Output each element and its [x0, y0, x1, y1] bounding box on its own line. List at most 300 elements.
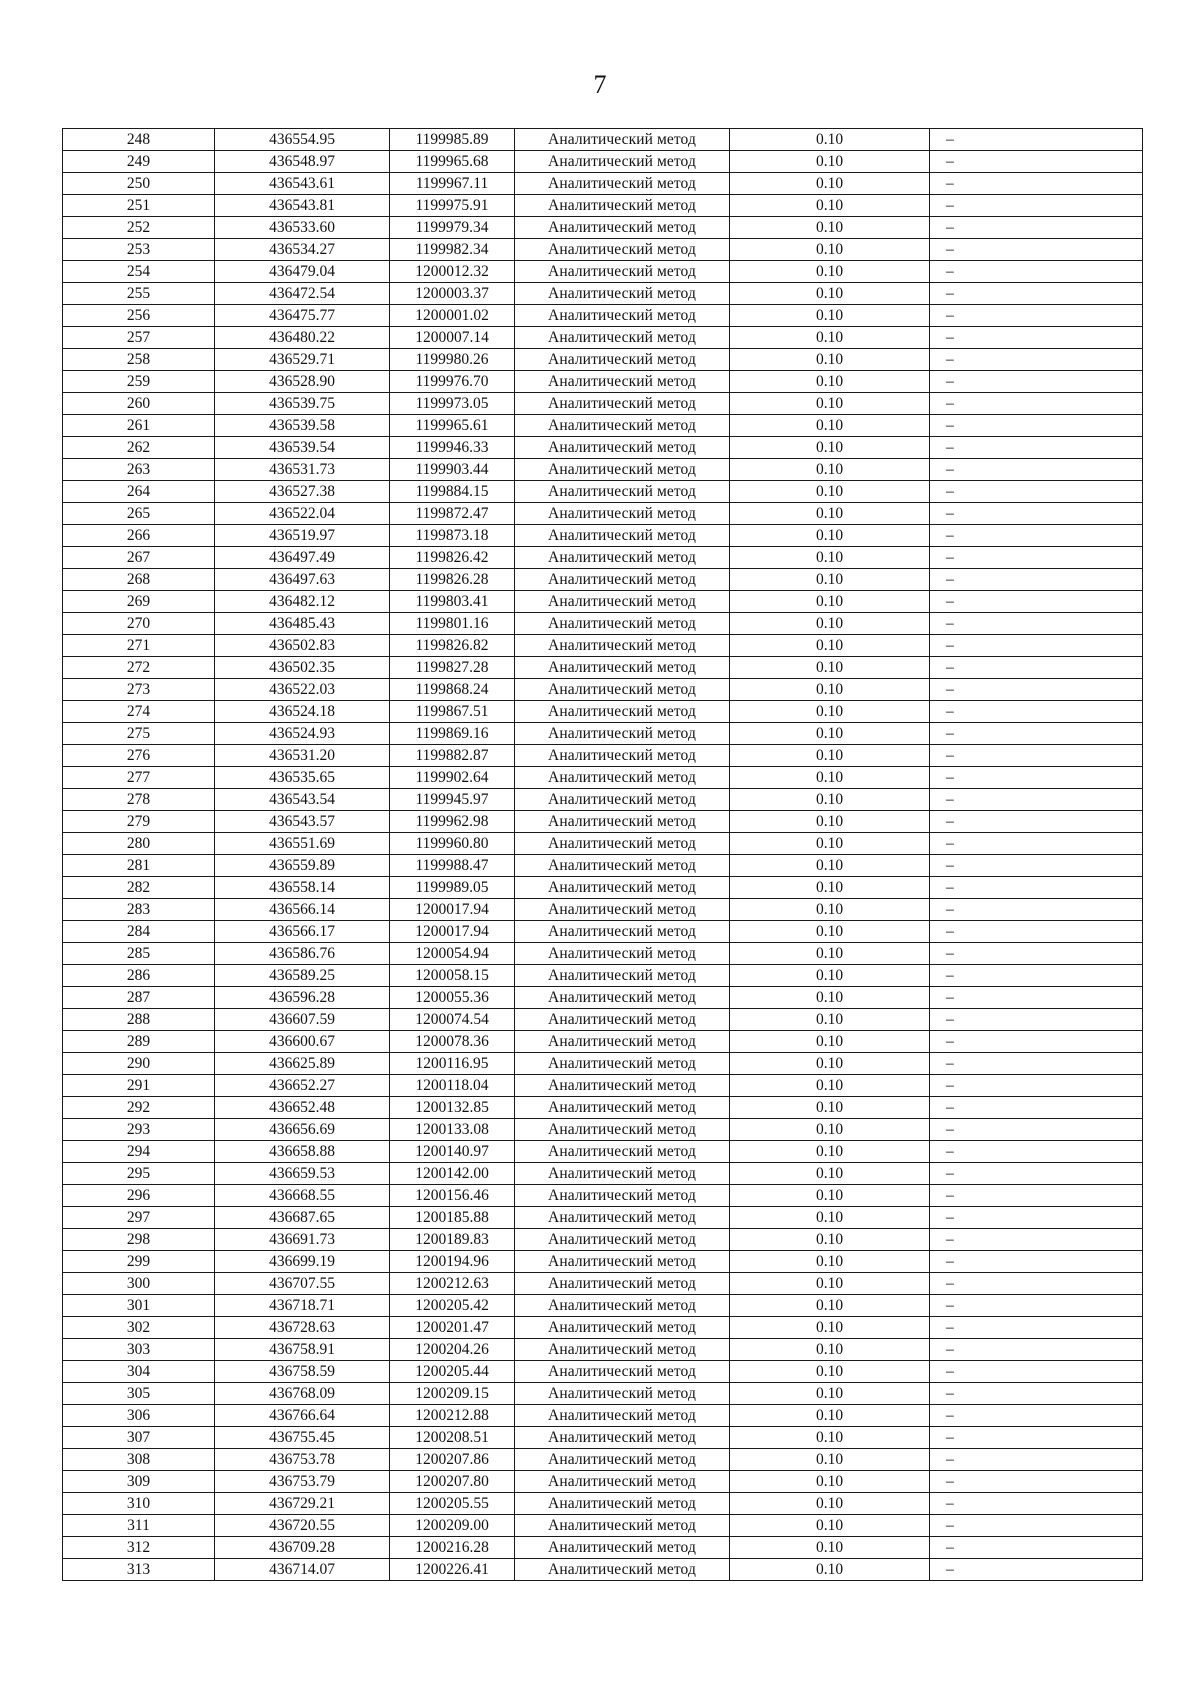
- table-row: [63, 1405, 1143, 1427]
- accuracy-cell: 0.10: [730, 899, 930, 921]
- table-row: [63, 855, 1143, 877]
- y-coordinate-cell: 1199946.33: [390, 437, 515, 459]
- accuracy-cell: 0.10: [730, 1009, 930, 1031]
- point-number-cell: 262: [63, 437, 215, 459]
- x-coordinate-cell: 436543.61: [215, 173, 390, 195]
- point-number-cell: 255: [63, 283, 215, 305]
- description-cell: –: [930, 305, 1143, 327]
- point-number-cell: 290: [63, 1053, 215, 1075]
- x-coordinate-cell: 436652.48: [215, 1097, 390, 1119]
- point-number-cell: 302: [63, 1317, 215, 1339]
- accuracy-cell: 0.10: [730, 437, 930, 459]
- y-coordinate-cell: 1200185.88: [390, 1207, 515, 1229]
- table-row: [63, 195, 1143, 217]
- y-coordinate-cell: 1200212.63: [390, 1273, 515, 1295]
- x-coordinate-cell: 436524.93: [215, 723, 390, 745]
- table-row: [63, 1229, 1143, 1251]
- table-row: [63, 371, 1143, 393]
- description-cell: –: [930, 723, 1143, 745]
- y-coordinate-cell: 1199882.87: [390, 745, 515, 767]
- description-cell: –: [930, 173, 1143, 195]
- table-row: [63, 1163, 1143, 1185]
- accuracy-cell: 0.10: [730, 635, 930, 657]
- accuracy-cell: 0.10: [730, 129, 930, 151]
- method-cell: Аналитический метод: [515, 877, 730, 899]
- accuracy-cell: 0.10: [730, 1251, 930, 1273]
- method-cell: Аналитический метод: [515, 635, 730, 657]
- point-number-cell: 309: [63, 1471, 215, 1493]
- description-cell: –: [930, 503, 1143, 525]
- description-cell: –: [930, 943, 1143, 965]
- table-row: [63, 657, 1143, 679]
- y-coordinate-cell: 1200055.36: [390, 987, 515, 1009]
- accuracy-cell: 0.10: [730, 1097, 930, 1119]
- x-coordinate-cell: 436668.55: [215, 1185, 390, 1207]
- description-cell: –: [930, 921, 1143, 943]
- method-cell: Аналитический метод: [515, 1031, 730, 1053]
- point-number-cell: 277: [63, 767, 215, 789]
- method-cell: Аналитический метод: [515, 767, 730, 789]
- accuracy-cell: 0.10: [730, 1317, 930, 1339]
- y-coordinate-cell: 1200116.95: [390, 1053, 515, 1075]
- point-number-cell: 297: [63, 1207, 215, 1229]
- accuracy-cell: 0.10: [730, 877, 930, 899]
- point-number-cell: 270: [63, 613, 215, 635]
- x-coordinate-cell: 436485.43: [215, 613, 390, 635]
- x-coordinate-cell: 436658.88: [215, 1141, 390, 1163]
- table-row: [63, 1537, 1143, 1559]
- accuracy-cell: 0.10: [730, 459, 930, 481]
- y-coordinate-cell: 1200003.37: [390, 283, 515, 305]
- description-cell: –: [930, 129, 1143, 151]
- table-row: [63, 1427, 1143, 1449]
- point-number-cell: 283: [63, 899, 215, 921]
- point-number-cell: 268: [63, 569, 215, 591]
- y-coordinate-cell: 1200208.51: [390, 1427, 515, 1449]
- y-coordinate-cell: 1200132.85: [390, 1097, 515, 1119]
- method-cell: Аналитический метод: [515, 525, 730, 547]
- table-row: [63, 701, 1143, 723]
- table-row: [63, 987, 1143, 1009]
- accuracy-cell: 0.10: [730, 1185, 930, 1207]
- x-coordinate-cell: 436714.07: [215, 1559, 390, 1581]
- method-cell: Аналитический метод: [515, 1493, 730, 1515]
- description-cell: –: [930, 1471, 1143, 1493]
- description-cell: –: [930, 239, 1143, 261]
- method-cell: Аналитический метод: [515, 217, 730, 239]
- x-coordinate-cell: 436548.97: [215, 151, 390, 173]
- accuracy-cell: 0.10: [730, 987, 930, 1009]
- accuracy-cell: 0.10: [730, 173, 930, 195]
- y-coordinate-cell: 1199903.44: [390, 459, 515, 481]
- table-row: [63, 1119, 1143, 1141]
- table-row: [63, 613, 1143, 635]
- table-row: [63, 679, 1143, 701]
- method-cell: Аналитический метод: [515, 1361, 730, 1383]
- description-cell: –: [930, 1405, 1143, 1427]
- method-cell: Аналитический метод: [515, 657, 730, 679]
- point-number-cell: 280: [63, 833, 215, 855]
- accuracy-cell: 0.10: [730, 591, 930, 613]
- y-coordinate-cell: 1200078.36: [390, 1031, 515, 1053]
- x-coordinate-cell: 436718.71: [215, 1295, 390, 1317]
- accuracy-cell: 0.10: [730, 1207, 930, 1229]
- method-cell: Аналитический метод: [515, 283, 730, 305]
- table-row: [63, 767, 1143, 789]
- point-number-cell: 256: [63, 305, 215, 327]
- table-row: [63, 899, 1143, 921]
- method-cell: Аналитический метод: [515, 1295, 730, 1317]
- table-row: [63, 569, 1143, 591]
- method-cell: Аналитический метод: [515, 1515, 730, 1537]
- x-coordinate-cell: 436502.35: [215, 657, 390, 679]
- method-cell: Аналитический метод: [515, 1559, 730, 1581]
- table-row: [63, 1559, 1143, 1581]
- point-number-cell: 301: [63, 1295, 215, 1317]
- method-cell: Аналитический метод: [515, 173, 730, 195]
- x-coordinate-cell: 436729.21: [215, 1493, 390, 1515]
- accuracy-cell: 0.10: [730, 921, 930, 943]
- y-coordinate-cell: 1200209.00: [390, 1515, 515, 1537]
- description-cell: –: [930, 987, 1143, 1009]
- y-coordinate-cell: 1200017.94: [390, 921, 515, 943]
- y-coordinate-cell: 1199960.80: [390, 833, 515, 855]
- point-number-cell: 299: [63, 1251, 215, 1273]
- description-cell: –: [930, 657, 1143, 679]
- table-row: [63, 1097, 1143, 1119]
- accuracy-cell: 0.10: [730, 239, 930, 261]
- method-cell: Аналитический метод: [515, 1251, 730, 1273]
- point-number-cell: 304: [63, 1361, 215, 1383]
- y-coordinate-cell: 1199884.15: [390, 481, 515, 503]
- method-cell: Аналитический метод: [515, 723, 730, 745]
- description-cell: –: [930, 1295, 1143, 1317]
- accuracy-cell: 0.10: [730, 943, 930, 965]
- description-cell: –: [930, 877, 1143, 899]
- point-number-cell: 303: [63, 1339, 215, 1361]
- x-coordinate-cell: 436600.67: [215, 1031, 390, 1053]
- method-cell: Аналитический метод: [515, 1009, 730, 1031]
- y-coordinate-cell: 1200207.80: [390, 1471, 515, 1493]
- accuracy-cell: 0.10: [730, 1537, 930, 1559]
- y-coordinate-cell: 1200205.42: [390, 1295, 515, 1317]
- y-coordinate-cell: 1200226.41: [390, 1559, 515, 1581]
- table-row: [63, 129, 1143, 151]
- method-cell: Аналитический метод: [515, 195, 730, 217]
- coordinates-table-body: [63, 129, 1143, 1581]
- description-cell: –: [930, 855, 1143, 877]
- description-cell: –: [930, 1163, 1143, 1185]
- table-row: [63, 1493, 1143, 1515]
- method-cell: Аналитический метод: [515, 943, 730, 965]
- point-number-cell: 298: [63, 1229, 215, 1251]
- table-row: [63, 1207, 1143, 1229]
- accuracy-cell: 0.10: [730, 415, 930, 437]
- y-coordinate-cell: 1200201.47: [390, 1317, 515, 1339]
- y-coordinate-cell: 1200118.04: [390, 1075, 515, 1097]
- description-cell: –: [930, 459, 1143, 481]
- x-coordinate-cell: 436543.57: [215, 811, 390, 833]
- x-coordinate-cell: 436528.90: [215, 371, 390, 393]
- y-coordinate-cell: 1200133.08: [390, 1119, 515, 1141]
- x-coordinate-cell: 436652.27: [215, 1075, 390, 1097]
- table-row: [63, 833, 1143, 855]
- table-row: [63, 877, 1143, 899]
- description-cell: –: [930, 1515, 1143, 1537]
- method-cell: Аналитический метод: [515, 965, 730, 987]
- table-row: [63, 151, 1143, 173]
- y-coordinate-cell: 1199967.11: [390, 173, 515, 195]
- description-cell: –: [930, 415, 1143, 437]
- table-row: [63, 1273, 1143, 1295]
- y-coordinate-cell: 1200205.44: [390, 1361, 515, 1383]
- accuracy-cell: 0.10: [730, 1515, 930, 1537]
- description-cell: –: [930, 1097, 1143, 1119]
- x-coordinate-cell: 436543.54: [215, 789, 390, 811]
- y-coordinate-cell: 1199873.18: [390, 525, 515, 547]
- x-coordinate-cell: 436479.04: [215, 261, 390, 283]
- description-cell: –: [930, 1031, 1143, 1053]
- x-coordinate-cell: 436554.95: [215, 129, 390, 151]
- point-number-cell: 289: [63, 1031, 215, 1053]
- y-coordinate-cell: 1199982.34: [390, 239, 515, 261]
- method-cell: Аналитический метод: [515, 1449, 730, 1471]
- accuracy-cell: 0.10: [730, 811, 930, 833]
- x-coordinate-cell: 436707.55: [215, 1273, 390, 1295]
- table-row: [63, 789, 1143, 811]
- x-coordinate-cell: 436475.77: [215, 305, 390, 327]
- table-row: [63, 1031, 1143, 1053]
- method-cell: Аналитический метод: [515, 701, 730, 723]
- y-coordinate-cell: 1200189.83: [390, 1229, 515, 1251]
- x-coordinate-cell: 436519.97: [215, 525, 390, 547]
- description-cell: –: [930, 1009, 1143, 1031]
- x-coordinate-cell: 436534.27: [215, 239, 390, 261]
- point-number-cell: 310: [63, 1493, 215, 1515]
- description-cell: –: [930, 1185, 1143, 1207]
- method-cell: Аналитический метод: [515, 745, 730, 767]
- method-cell: Аналитический метод: [515, 1207, 730, 1229]
- accuracy-cell: 0.10: [730, 789, 930, 811]
- method-cell: Аналитический метод: [515, 327, 730, 349]
- method-cell: Аналитический метод: [515, 1405, 730, 1427]
- table-row: [63, 635, 1143, 657]
- accuracy-cell: 0.10: [730, 481, 930, 503]
- accuracy-cell: 0.10: [730, 1053, 930, 1075]
- point-number-cell: 284: [63, 921, 215, 943]
- y-coordinate-cell: 1199868.24: [390, 679, 515, 701]
- description-cell: –: [930, 327, 1143, 349]
- description-cell: –: [930, 1559, 1143, 1581]
- method-cell: Аналитический метод: [515, 833, 730, 855]
- x-coordinate-cell: 436566.17: [215, 921, 390, 943]
- x-coordinate-cell: 436522.04: [215, 503, 390, 525]
- point-number-cell: 259: [63, 371, 215, 393]
- table-row: [63, 393, 1143, 415]
- y-coordinate-cell: 1199988.47: [390, 855, 515, 877]
- method-cell: Аналитический метод: [515, 415, 730, 437]
- point-number-cell: 287: [63, 987, 215, 1009]
- x-coordinate-cell: 436566.14: [215, 899, 390, 921]
- x-coordinate-cell: 436482.12: [215, 591, 390, 613]
- table-row: [63, 1009, 1143, 1031]
- y-coordinate-cell: 1199869.16: [390, 723, 515, 745]
- accuracy-cell: 0.10: [730, 1361, 930, 1383]
- description-cell: –: [930, 1207, 1143, 1229]
- y-coordinate-cell: 1199803.41: [390, 591, 515, 613]
- y-coordinate-cell: 1199965.68: [390, 151, 515, 173]
- point-number-cell: 282: [63, 877, 215, 899]
- description-cell: –: [930, 283, 1143, 305]
- table-row: [63, 525, 1143, 547]
- description-cell: –: [930, 195, 1143, 217]
- method-cell: Аналитический метод: [515, 151, 730, 173]
- method-cell: Аналитический метод: [515, 547, 730, 569]
- point-number-cell: 251: [63, 195, 215, 217]
- point-number-cell: 267: [63, 547, 215, 569]
- description-cell: –: [930, 965, 1143, 987]
- method-cell: Аналитический метод: [515, 1119, 730, 1141]
- accuracy-cell: 0.10: [730, 767, 930, 789]
- point-number-cell: 257: [63, 327, 215, 349]
- y-coordinate-cell: 1199962.98: [390, 811, 515, 833]
- accuracy-cell: 0.10: [730, 613, 930, 635]
- description-cell: –: [930, 349, 1143, 371]
- description-cell: –: [930, 1317, 1143, 1339]
- table-row: [63, 1317, 1143, 1339]
- accuracy-cell: 0.10: [730, 1031, 930, 1053]
- method-cell: Аналитический метод: [515, 1273, 730, 1295]
- accuracy-cell: 0.10: [730, 371, 930, 393]
- point-number-cell: 261: [63, 415, 215, 437]
- y-coordinate-cell: 1199985.89: [390, 129, 515, 151]
- y-coordinate-cell: 1199801.16: [390, 613, 515, 635]
- point-number-cell: 294: [63, 1141, 215, 1163]
- point-number-cell: 279: [63, 811, 215, 833]
- point-number-cell: 300: [63, 1273, 215, 1295]
- accuracy-cell: 0.10: [730, 1559, 930, 1581]
- description-cell: –: [930, 1229, 1143, 1251]
- table-row: [63, 965, 1143, 987]
- point-number-cell: 263: [63, 459, 215, 481]
- description-cell: –: [930, 1427, 1143, 1449]
- accuracy-cell: 0.10: [730, 1163, 930, 1185]
- method-cell: Аналитический метод: [515, 1229, 730, 1251]
- x-coordinate-cell: 436720.55: [215, 1515, 390, 1537]
- point-number-cell: 296: [63, 1185, 215, 1207]
- y-coordinate-cell: 1200205.55: [390, 1493, 515, 1515]
- description-cell: –: [930, 261, 1143, 283]
- y-coordinate-cell: 1200216.28: [390, 1537, 515, 1559]
- description-cell: –: [930, 701, 1143, 723]
- method-cell: Аналитический метод: [515, 1163, 730, 1185]
- x-coordinate-cell: 436728.63: [215, 1317, 390, 1339]
- y-coordinate-cell: 1199867.51: [390, 701, 515, 723]
- x-coordinate-cell: 436480.22: [215, 327, 390, 349]
- x-coordinate-cell: 436589.25: [215, 965, 390, 987]
- point-number-cell: 286: [63, 965, 215, 987]
- accuracy-cell: 0.10: [730, 1141, 930, 1163]
- accuracy-cell: 0.10: [730, 1383, 930, 1405]
- y-coordinate-cell: 1200212.88: [390, 1405, 515, 1427]
- x-coordinate-cell: 436522.03: [215, 679, 390, 701]
- table-row: [63, 1383, 1143, 1405]
- x-coordinate-cell: 436758.59: [215, 1361, 390, 1383]
- accuracy-cell: 0.10: [730, 283, 930, 305]
- y-coordinate-cell: 1200017.94: [390, 899, 515, 921]
- method-cell: Аналитический метод: [515, 1097, 730, 1119]
- point-number-cell: 273: [63, 679, 215, 701]
- method-cell: Аналитический метод: [515, 1053, 730, 1075]
- point-number-cell: 292: [63, 1097, 215, 1119]
- method-cell: Аналитический метод: [515, 1185, 730, 1207]
- table-row: [63, 811, 1143, 833]
- x-coordinate-cell: 436531.73: [215, 459, 390, 481]
- point-number-cell: 313: [63, 1559, 215, 1581]
- point-number-cell: 271: [63, 635, 215, 657]
- point-number-cell: 305: [63, 1383, 215, 1405]
- method-cell: Аналитический метод: [515, 261, 730, 283]
- table-row: [63, 481, 1143, 503]
- description-cell: –: [930, 745, 1143, 767]
- y-coordinate-cell: 1199965.61: [390, 415, 515, 437]
- accuracy-cell: 0.10: [730, 745, 930, 767]
- method-cell: Аналитический метод: [515, 459, 730, 481]
- table-row: [63, 305, 1143, 327]
- description-cell: –: [930, 1361, 1143, 1383]
- point-number-cell: 250: [63, 173, 215, 195]
- method-cell: Аналитический метод: [515, 1471, 730, 1493]
- method-cell: Аналитический метод: [515, 1075, 730, 1097]
- x-coordinate-cell: 436656.69: [215, 1119, 390, 1141]
- point-number-cell: 248: [63, 129, 215, 151]
- description-cell: –: [930, 1273, 1143, 1295]
- y-coordinate-cell: 1200140.97: [390, 1141, 515, 1163]
- x-coordinate-cell: 436527.38: [215, 481, 390, 503]
- x-coordinate-cell: 436531.20: [215, 745, 390, 767]
- table-row: [63, 723, 1143, 745]
- method-cell: Аналитический метод: [515, 811, 730, 833]
- point-number-cell: 253: [63, 239, 215, 261]
- x-coordinate-cell: 436659.53: [215, 1163, 390, 1185]
- table-row: [63, 1251, 1143, 1273]
- accuracy-cell: 0.10: [730, 679, 930, 701]
- page-number: 7: [593, 70, 607, 99]
- description-cell: –: [930, 1449, 1143, 1471]
- accuracy-cell: 0.10: [730, 1119, 930, 1141]
- accuracy-cell: 0.10: [730, 261, 930, 283]
- description-cell: –: [930, 1383, 1143, 1405]
- description-cell: –: [930, 811, 1143, 833]
- point-number-cell: 254: [63, 261, 215, 283]
- x-coordinate-cell: 436687.65: [215, 1207, 390, 1229]
- point-number-cell: 306: [63, 1405, 215, 1427]
- accuracy-cell: 0.10: [730, 657, 930, 679]
- y-coordinate-cell: 1199979.34: [390, 217, 515, 239]
- description-cell: –: [930, 1251, 1143, 1273]
- accuracy-cell: 0.10: [730, 195, 930, 217]
- method-cell: Аналитический метод: [515, 393, 730, 415]
- method-cell: Аналитический метод: [515, 305, 730, 327]
- x-coordinate-cell: 436543.81: [215, 195, 390, 217]
- y-coordinate-cell: 1200156.46: [390, 1185, 515, 1207]
- table-row: [63, 459, 1143, 481]
- description-cell: –: [930, 1537, 1143, 1559]
- point-number-cell: 281: [63, 855, 215, 877]
- table-row: [63, 1185, 1143, 1207]
- y-coordinate-cell: 1200209.15: [390, 1383, 515, 1405]
- accuracy-cell: 0.10: [730, 349, 930, 371]
